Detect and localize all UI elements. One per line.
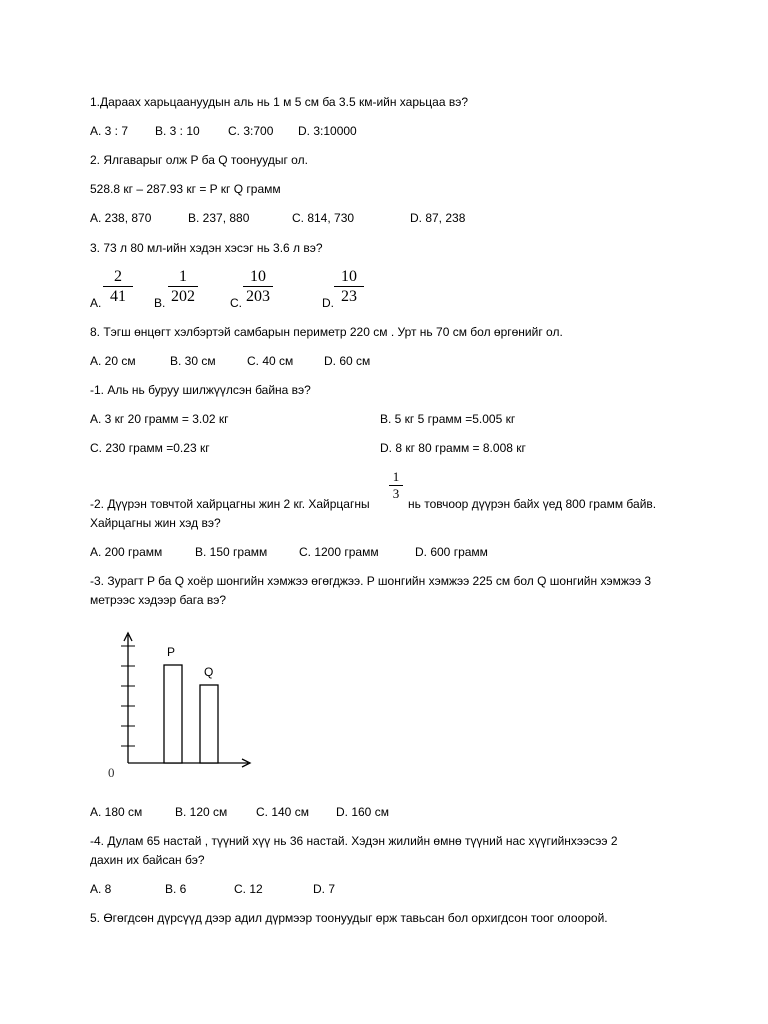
qm3-option-c: C. 140 см — [256, 805, 309, 819]
pole-height-chart — [100, 625, 260, 785]
question-5-text: 5. Өгөгдсөн дүрсүүд дээр адил дүрмээр тоонуудыг өрж тавьсан бол орхигдсон тоог олоорой. — [90, 911, 608, 925]
qm2-option-b: B. 150 грамм — [195, 545, 268, 559]
fraction-denominator: 203 — [246, 288, 270, 305]
fraction-bar — [243, 286, 273, 287]
q1-option-c: C. 3:700 — [228, 124, 274, 138]
question-8-text: 8. Тэгш өнцөгт хэлбэртэй самбарын периметр 220 см . Урт нь 70 см бол өргөнийг ол. — [90, 325, 563, 339]
q8-option-c: C. 40 см — [247, 354, 294, 368]
question-2-text: 2. Ялгаварыг олж P ба Q тоонуудыг ол. — [90, 153, 308, 167]
bar-label-Q: Q — [204, 665, 214, 679]
q1-option-b: B. 3 : 10 — [155, 124, 200, 138]
question-1-text: 1.Дараах харьцаануудын аль нь 1 м 5 см ба 3.5 км-ийн харьцаа вэ? — [90, 95, 468, 109]
qm2-fraction — [389, 470, 403, 501]
qm4-option-c: C. 12 — [234, 882, 263, 896]
q8-option-a: A. 20 см — [90, 354, 136, 368]
q1-option-a: A. 3 : 7 — [90, 124, 129, 138]
q8-option-d: D. 60 см — [324, 354, 371, 368]
qm1-option-c: C. 230 грамм =0.23 кг — [90, 441, 210, 455]
q3-option-a-label: A. — [90, 296, 102, 310]
qm3-option-a: A. 180 см — [90, 805, 143, 819]
qm2-option-a: A. 200 грамм — [90, 545, 163, 559]
qm1-option-a: A. 3 кг 20 грамм = 3.02 кг — [90, 412, 229, 426]
question-m2-text-after: нь товчоор дүүрэн байх үед 800 грамм байв. — [408, 497, 657, 511]
question-m4-text-line1: -4. Дулам 65 настай , түүний хүү нь 36 настай. Хэдэн жилийн өмнө түүний нас хүүгийнхээсээ 2 — [90, 834, 618, 848]
q2-option-c: C. 814, 730 — [292, 211, 355, 225]
question-m2-text-line2: Хайрцагны жин хэд вэ? — [90, 516, 221, 530]
fraction-numerator: 1 — [392, 469, 400, 484]
q3-option-c-fraction — [243, 268, 273, 305]
question-m3-text-line1: -3. Зурагт P ба Q хоёр шонгийн хэмжээ өгөгджээ. P шонгийн хэмжээ 225 см бол Q шонгийн хэмжээ 3 — [90, 574, 652, 588]
question-3-text: 3. 73 л 80 мл-ийн хэдэн хэсэг нь 3.6 л вэ? — [90, 241, 323, 255]
q2-option-b: B. 237, 880 — [188, 211, 250, 225]
fraction-numerator: 10 — [250, 268, 266, 285]
fraction-numerator: 1 — [179, 268, 187, 285]
fraction-denominator: 3 — [392, 486, 400, 501]
chart-axes — [124, 633, 250, 767]
q2-option-a: A. 238, 870 — [90, 211, 152, 225]
q3-option-d-fraction — [334, 268, 364, 305]
question-m3-text-line2: метрээс хэдээр бага вэ? — [90, 593, 227, 607]
q1-option-d: D. 3:10000 — [298, 124, 357, 138]
q3-option-b-fraction — [168, 268, 198, 305]
qm3-option-d: D. 160 см — [336, 805, 389, 819]
fraction-numerator: 10 — [341, 268, 357, 285]
q3-option-c-label: C. — [230, 296, 242, 310]
fraction-denominator: 202 — [171, 288, 195, 305]
question-m2-text-before: -2. Дүүрэн товчтой хайрцагны жин 2 кг. Хайрцагны — [90, 497, 370, 511]
qm4-option-b: B. 6 — [165, 882, 187, 896]
q3-option-b-label: B. — [154, 296, 166, 310]
fraction-bar — [103, 286, 133, 287]
bar-P — [164, 665, 182, 763]
question-m4-text-line2: дахин их байсан бэ? — [90, 853, 205, 867]
fraction-denominator: 41 — [110, 288, 126, 305]
qm2-option-c: C. 1200 грамм — [299, 545, 379, 559]
chart-bars — [164, 665, 218, 763]
qm4-option-a: A. 8 — [90, 882, 112, 896]
fraction-numerator: 2 — [114, 268, 122, 285]
question-m1-text: -1. Аль нь буруу шилжүүлсэн байна вэ? — [90, 383, 311, 397]
fraction-denominator: 23 — [341, 288, 357, 305]
q3-option-d-label: D. — [322, 296, 334, 310]
question-2-expression: 528.8 кг – 287.93 кг = P кг Q грамм — [90, 182, 281, 196]
qm3-option-b: B. 120 см — [175, 805, 228, 819]
bar-Q — [200, 685, 218, 763]
qm1-option-b: B. 5 кг 5 грамм =5.005 кг — [380, 412, 516, 426]
qm2-option-d: D. 600 грамм — [415, 545, 488, 559]
q8-option-b: B. 30 см — [170, 354, 216, 368]
q2-option-d: D. 87, 238 — [410, 211, 466, 225]
fraction-bar — [334, 286, 364, 287]
chart-labels — [108, 645, 213, 780]
q3-option-a-fraction — [103, 268, 133, 305]
qm4-option-d: D. 7 — [313, 882, 336, 896]
qm1-option-d: D. 8 кг 80 грамм = 8.008 кг — [380, 441, 526, 455]
bar-label-P: P — [167, 645, 176, 659]
fraction-bar — [168, 286, 198, 287]
origin-label: 0 — [108, 765, 115, 780]
